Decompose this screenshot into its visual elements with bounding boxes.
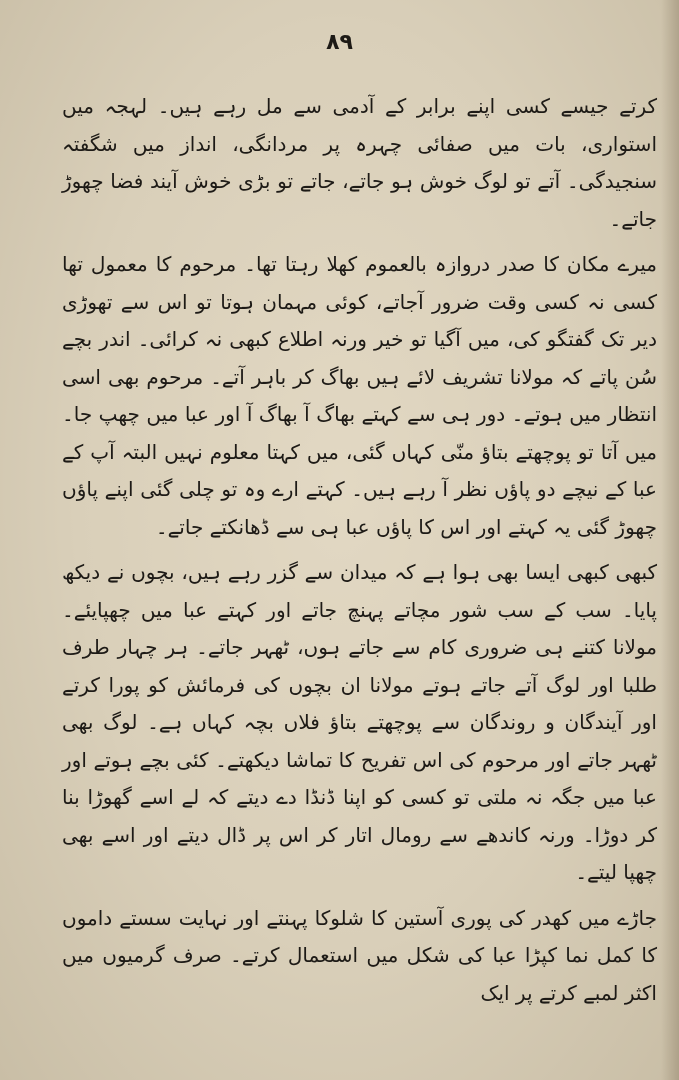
paragraph: کرتے جیسے کسی اپنے برابر کے آدمی سے مل رہے ہیں۔ لہجہ میں استواری، بات میں صفائی چہرہ پر مردانگی، انداز میں شگفتہ سنجیدگی۔ آتے تو لوگ خوش ہو جاتے، جاتے تو بڑی خوش آیند فضا چھوڑ جاتے۔ — [62, 94, 657, 231]
page-body — [62, 88, 657, 1020]
paragraph: کبھی کبھی ایسا بھی ہوا ہے کہ میدان سے گزر رہے ہیں، بچوں نے دیکھ پایا۔ سب کے سب شور مچاتے پہنچ جاتے اور کہتے عبا میں چھپایئے۔ مولانا کتنے ہی ضروری کام سے جاتے ہوں، ٹھہر جاتے۔ ہر چہار طرف طلبا اور لوگ آتے جاتے ہوتے مولانا ان بچوں کی فرمائش کو پورا کرتے اور آیندگان و روندگان سے پوچھتے بتاؤ فلاں بچہ کہاں ہے۔ لوگ بھی ٹھہر جاتے اور مرحوم کی اس تفریح کا تماشا دیکھتے۔ کئی بچے ہوتے اور عبا میں جگہ نہ ملتی تو کسی کو اپنا ڈنڈا دے دیتے کہ لے اسے گھوڑا بنا کر دوڑا۔ ورنہ کاندھے سے رومال اتار کر اس پر ڈال دیتے اور اسے بھی چھپا لیتے۔ — [62, 560, 657, 884]
page-number: ۸۹ — [326, 30, 353, 55]
paragraph: جاڑے میں کھدر کی پوری آستین کا شلوکا پہنتے اور نہایت سستے داموں کا کمل نما کپڑا عبا کی شکل میں استعمال کرتے۔ صرف گرمیوں میں اکثر لمبے کرتے پر ایک — [62, 905, 657, 1005]
paragraph: میرے مکان کا صدر دروازہ بالعموم کھلا رہتا تھا۔ مرحوم کا معمول تھا کسی نہ کسی وقت ضرور آجاتے، کوئی مہمان ہوتا تو اس سے تھوڑی دیر تک گفتگو کی، میں آگیا تو خیر ورنہ اطلاع کبھی نہ کرائی۔ اندر بچے سُن پاتے کہ مولانا تشریف لائے ہیں بھاگ کر باہر آتے۔ مرحوم بھی اسی انتظار میں ہوتے۔ دور ہی سے کہتے بھاگ آ بھاگ آ اور عبا میں چھپ جا۔ میں آتا تو پوچھتے بتاؤ منّی کہاں گئی، میں کہتا معلوم نہیں البتہ آپ کے عبا کے نیچے دو پاؤں نظر آ رہے ہیں۔ کہتے ارے وہ تو چلی گئی اپنے پاؤں چھوڑ گئی یہ کہتے اور اس کا پاؤں عبا ہی سے ڈھانکتے جاتے۔ — [62, 252, 657, 539]
